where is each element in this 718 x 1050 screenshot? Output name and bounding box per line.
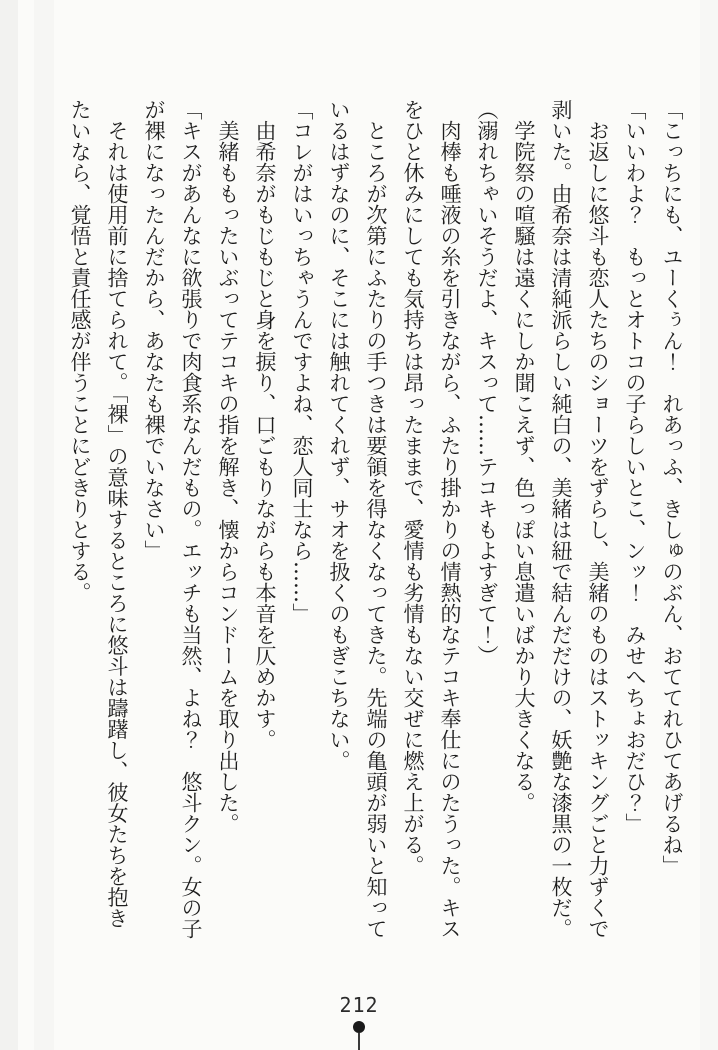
- dialogue-line: 「いいわよ？ もっとオトコの子らしいとこ、ンッ！ みせへちょおだひ？」: [623, 99, 647, 834]
- scan-artifact-band: [0, 0, 18, 1050]
- dialogue-line: 「こっちにも、ユーくぅん！ れあっふ、きしゅのぶん、おててれひてあげるね」: [660, 99, 684, 876]
- narration-line: 学院祭の喧騒は遠くにしか聞こえず、色っぽい息遣いばかり大きくなる。: [512, 99, 536, 813]
- vertical-text-block: [61, 99, 690, 941]
- narration-line: 美緒ももったいぶってテコキの指を解き、懐からコンドームを取り出した。: [216, 99, 240, 834]
- page-number: 212: [339, 993, 379, 1017]
- scan-artifact-band: [700, 0, 718, 1050]
- narration-line: それは使用前に捨てられて。「裸」の意味するところに悠斗は躊躇し、彼女たちを抱きたいなら、覚悟と責任感が伴うことにどきりとする。: [68, 99, 129, 929]
- page-footer: [0, 994, 718, 1050]
- scan-artifact-band: [34, 0, 54, 1050]
- footer-dot-marker: [353, 1021, 365, 1033]
- narration-line: ところが次第にふたりの手つきは要領を得なくなってきた。先端の亀頭が弱いと知っているはずなのに、そこには触れてくれず、サオを扱くのもぎこちない。: [327, 99, 388, 939]
- narration-line: 由希奈がもじもじと身を捩り、口ごもりながらも本音を仄めかす。: [253, 99, 277, 750]
- footer-line-marker: [358, 1033, 360, 1050]
- narration-line: お返しに悠斗も恋人たちのショーツをずらし、美緒のものはストッキングごと力ずくで剥いた。由希奈は清純派らしい純白の、美緒は紐で結んだだけの、妖艶な漆黒の一枚だ。: [549, 99, 610, 939]
- dialogue-line: 「コレがはいっちゃうんですよね、恋人同士なら……」: [290, 99, 314, 624]
- thought-line: （溺れちゃいそうだよ、キスって……テコキもよすぎて！）: [475, 99, 499, 666]
- narration-line: 肉棒も唾液の糸を引きながら、ふたり掛かりの情熱的なテコキ奉仕にのたうった。キスをひと休みにしても気持ちは昂ったままで、愛情も劣情もない交ぜに燃え上がる。: [401, 99, 462, 939]
- dialogue-line: 「キスがあんなに欲張りで肉食系なんだもの。エッチも当然、よね？ 悠斗クン。女の子が裸になったんだから、あなたも裸でいなさい」: [142, 99, 203, 939]
